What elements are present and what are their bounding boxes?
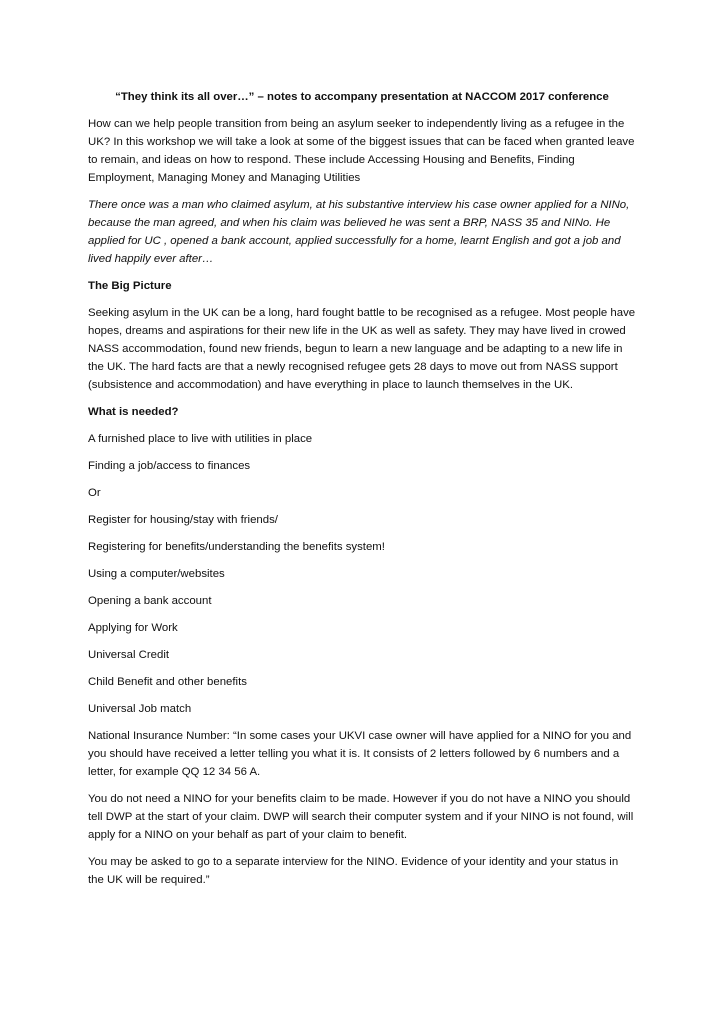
- list-item: Registering for benefits/understanding the benefits system!: [88, 541, 385, 553]
- list-item: Applying for Work: [88, 622, 178, 634]
- what-is-needed-heading: What is needed?: [88, 406, 179, 418]
- list-item: Using a computer/websites: [88, 568, 225, 580]
- story-paragraph: There once was a man who claimed asylum, at his substantive interview his case owner applied for a NINo, because the man agreed, and when his claim was believed he was sent a BRP, NASS 35 and NINo. He applied for UC , opened a bank account, applied successfully for a home, learnt English and got a job and lived happily ever after…: [88, 199, 630, 265]
- document-body: [88, 88, 636, 898]
- list-item: Finding a job/access to finances: [88, 460, 251, 472]
- list-item: Child Benefit and other benefits: [88, 676, 247, 688]
- list-item: Register for housing/stay with friends/: [88, 514, 278, 526]
- document-title: “They think its all over…” – notes to accompany presentation at NACCOM 2017 conference: [115, 91, 609, 103]
- nino-paragraph-3: You may be asked to go to a separate interview for the NINO. Evidence of your identity and your status in the UK will be required.”: [88, 856, 619, 886]
- big-picture-heading: The Big Picture: [88, 280, 172, 292]
- list-item: Opening a bank account: [88, 595, 212, 607]
- list-item: Or: [88, 487, 101, 499]
- list-item: Universal Credit: [88, 649, 170, 661]
- nino-paragraph-1: National Insurance Number: “In some cases your UKVI case owner will have applied for a NINO for you and you should have received a letter telling you what it is. It consists of 2 letters followed by 6 numbers and a letter, for example QQ 12 34 56 A.: [88, 730, 632, 778]
- big-picture-paragraph: Seeking asylum in the UK can be a long, hard fought battle to be recognised as a refugee. Most people have hopes, dreams and aspirations for their new life in the UK as well as safety. They may have lived in crowed NASS accommodation, found new friends, begun to learn a new language and be adapting to a new life in the UK. The hard facts are that a newly recognised refugee gets 28 days to move out from NASS support (subsistence and accommodation) and have everything in place to launch themselves in the UK.: [88, 307, 636, 391]
- intro-paragraph: How can we help people transition from being an asylum seeker to independently living as a refugee in the UK? In this workshop we will take a look at some of the biggest issues that can be faced when granted leave to remain, and ideas on how to respond. These include Accessing Housing and Benefits, Finding Employment, Managing Money and Managing Utilities: [88, 118, 635, 184]
- list-item: A furnished place to live with utilities in place: [88, 433, 313, 445]
- needs-list: [88, 430, 636, 718]
- nino-paragraph-2: You do not need a NINO for your benefits claim to be made. However if you do not have a NINO you should tell DWP at the start of your claim. DWP will search their computer system and if your NINO is not found, will apply for a NINO on your behalf as part of your claim to benefit.: [88, 793, 634, 841]
- list-item: Universal Job match: [88, 703, 192, 715]
